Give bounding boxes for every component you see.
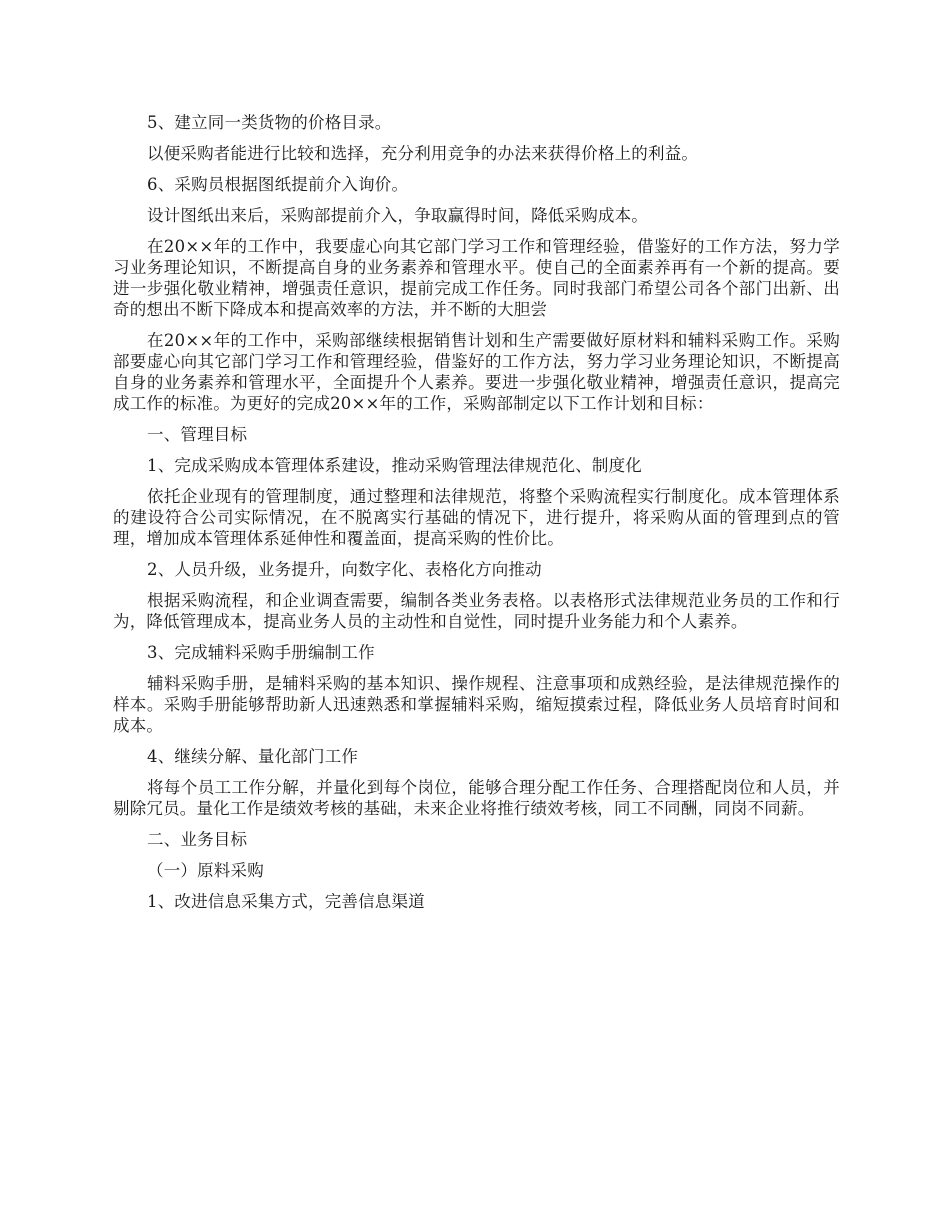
paragraph-annual-plan-intro: 在20××年的工作中，采购部继续根据销售计划和生产需要做好原材料和辅料采购工作。采购部要虚心向其它部门学习工作和管理经验，借鉴好的工作方法，努力学习业务理论知识，不断提高自身的业务素养和管理水平，全面提升个人素养。要进一步强化敬业精神，增强责任意识，提高完成工作的标准。为更好的完成20××年的工作，采购部制定以下工作计划和目标： — [113, 331, 840, 413]
subheading-accessories-manual: 3、完成辅料采购手册编制工作 — [147, 643, 375, 662]
subheading-information-channels: 1、改进信息采集方式，完善信息渠道 — [147, 892, 425, 911]
paragraph-quantify-work: 将每个员工工作分解，并量化到每个岗位，能够合理分配工作任务、合理搭配岗位和人员，并剔除冗员。量化工作是绩效考核的基础，未来企业将推行绩效考核，同工不同酬，同岗不同薪。 — [113, 778, 840, 818]
paragraph-accessories-manual: 辅料采购手册，是辅料采购的基本知识、操作规程、注意事项和成熟经验，是法律规范操作的样本。采购手册能够帮助新人迅速熟悉和掌握辅料采购，缩短摸索过程，降低业务人员培育时间和成本。 — [113, 674, 840, 735]
paragraph-early-inquiry-heading: 6、采购员根据图纸提前介入询价。 — [147, 175, 409, 194]
subheading-quantify-work: 4、继续分解、量化部门工作 — [147, 747, 359, 766]
paragraph-annual-work-summary: 在20××年的工作中，我要虚心向其它部门学习工作和管理经验，借鉴好的工作方法，努力学习业务理论知识，不断提高自身的业务素养和管理水平。使自己的全面素养再有一个新的提高。要进一步强化敬业精神，增强责任意识，提前完成工作任务。同时我部门希望公司各个部门出新、出奇的想出不断下降成本和提高效率的方法，并不断的大胆尝 — [113, 237, 840, 319]
subheading-cost-management-system: 1、完成采购成本管理体系建设，推动采购管理法律规范化、制度化 — [147, 456, 642, 475]
paragraph-staff-upgrade: 根据采购流程，和企业调查需要，编制各类业务表格。以表格形式法律规范业务员的工作和行为，降低管理成本，提高业务人员的主动性和自觉性，同时提升业务能力和个人素养。 — [113, 591, 840, 631]
subheading-raw-material-procurement: （一）原料采购 — [147, 861, 264, 880]
section-heading-management-goals: 一、管理目标 — [147, 425, 248, 444]
paragraph-cost-management-system: 依托企业现有的管理制度，通过整理和法律规范，将整个采购流程实行制度化。成本管理体系的建设符合公司实际情况，在不脱离实行基础的情况下，进行提升，将采购从面的管理到点的管理，增加成本管理体系延伸性和覆盖面，提高采购的性价比。 — [113, 487, 840, 548]
section-heading-business-goals: 二、业务目标 — [147, 830, 248, 849]
subheading-staff-upgrade: 2、人员升级，业务提升，向数字化、表格化方向推动 — [147, 560, 542, 579]
paragraph-price-catalog-body: 以便采购者能进行比较和选择，充分利用竞争的办法来获得价格上的利益。 — [147, 144, 699, 163]
document-page — [113, 112, 840, 912]
paragraph-early-inquiry-body: 设计图纸出来后，采购部提前介入，争取赢得时间，降低采购成本。 — [147, 206, 648, 225]
paragraph-price-catalog-heading: 5、建立同一类货物的价格目录。 — [147, 113, 392, 132]
